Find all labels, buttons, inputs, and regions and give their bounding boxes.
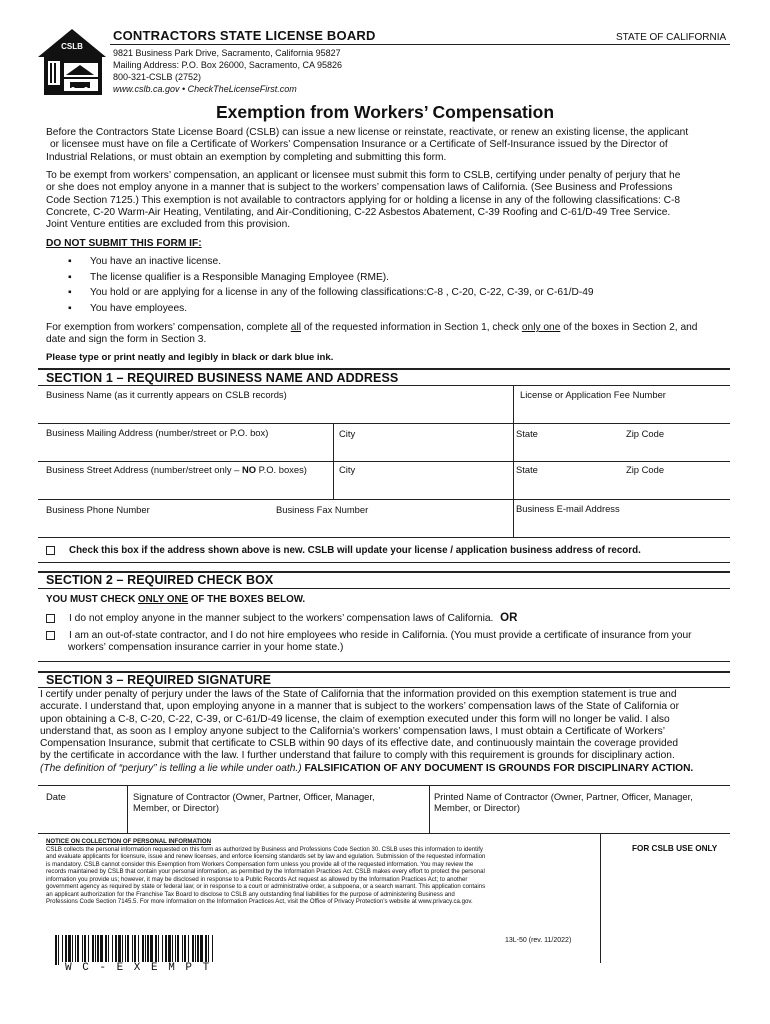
address-line-2: Mailing Address: P.O. Box 26000, Sacramento, CA 95826 [113, 60, 342, 70]
intro-paragraph-2 [46, 170, 746, 231]
barcode-bar [147, 935, 149, 965]
street-zip-field[interactable]: Zip Code [626, 464, 665, 475]
barcode-bar [175, 935, 176, 965]
barcode-bar [155, 935, 157, 965]
bullet-item [68, 256, 221, 267]
barcode-bar [200, 935, 203, 965]
barcode-bar [205, 935, 207, 965]
divider [513, 423, 514, 461]
section3-head-rule [38, 687, 730, 688]
street-no: NO [241, 464, 256, 475]
notice-line: and evaluate applicants for licensure, issue and renew licenses, and enforce licensing standards set by law and egulation. Submission of the requested information [46, 853, 486, 860]
web-line[interactable]: www.cslb.ca.gov • CheckTheLicenseFirst.com [113, 84, 297, 94]
address-new-checkbox-row[interactable] [46, 545, 641, 556]
perjury-definition: (The definition of “perjury” is telling a lie while under oath.) [40, 762, 302, 774]
cslb-logo [36, 27, 108, 97]
option2-checkbox[interactable] [46, 631, 55, 640]
barcode-bar [168, 935, 171, 965]
street-state-field[interactable]: State [516, 464, 538, 475]
intro-p1-line: or licensee must have on file a Certificate of Workers’ Compensation Insurance or a Certificate of Self-Insurance issued by the Director of [50, 139, 668, 151]
intro-paragraph-3 [46, 322, 746, 347]
barcode-bar [88, 935, 89, 965]
intro-p1-line: Before the Contractors State License Board (CSLB) can issue a new license or reinstate, reactivate, or renew an existing license, the applicant [46, 127, 689, 138]
barcode-bar [100, 935, 103, 965]
barcode-bar [150, 935, 153, 965]
bullet-item [68, 287, 594, 298]
row-rule [38, 661, 730, 662]
date-field[interactable]: Date [46, 791, 66, 802]
intro-p1-line: Industrial Relations, or must obtain an exemption by completing and submitting this form. [46, 151, 447, 163]
barcode-bar [158, 935, 159, 965]
barcode-bar [55, 935, 57, 965]
option1-label: I do not employ anyone in the manner subject to the workers’ compensation laws of California. [69, 613, 494, 624]
address-new-checkbox-label: Check this box if the address shown above is new. CSLB will update your license / application business address of record. [69, 545, 641, 556]
bullet-item [68, 303, 187, 314]
barcode-bar [212, 935, 213, 965]
barcode-bar [82, 935, 83, 965]
mailing-zip-field[interactable]: Zip Code [626, 428, 665, 439]
section2-instruction [46, 594, 305, 605]
bullet-icon: ▪ [68, 272, 72, 283]
intro-p3-all: all [290, 322, 301, 333]
barcode-bar [165, 935, 167, 965]
cert-line: understand that, as soon as I employ anyone subject to the California’s workers’ compensation laws, I must obtain a Certificate of Workers’ [40, 725, 665, 737]
state-label: STATE OF CALIFORNIA [616, 32, 727, 43]
intro-p2-line: Concrete, C-20 Warm-Air Heating, Ventilating, and Air-Conditioning, C-22 Asbestos Abatement, C-39 Roofing and C-61/D-49 Tree Service. [46, 206, 671, 218]
phone-line: 800-321-CSLB (2752) [113, 72, 202, 82]
street-address-field[interactable] [46, 464, 307, 475]
bullet-icon: ▪ [68, 303, 72, 314]
notice-line: CSLB collects the personal information requested on this form as authorized by Business and Professions Code Section 30. CSLB uses this information to identify [46, 845, 483, 853]
section3-heading: SECTION 3 – REQUIRED SIGNATURE [46, 673, 272, 687]
cert-line: upon obtaining a C-8, C-20, C-22, C-39, or C-61/D-49 license, the claim of exemption executed under this form will no longer be valid. I also [40, 713, 670, 725]
row-rule [38, 461, 730, 462]
instr-text: OF THE BOXES BELOW. [188, 594, 306, 605]
option2-row[interactable] [46, 630, 746, 655]
intro-p3-text: For exemption from workers’ compensation, complete [46, 322, 291, 333]
print-note: Please type or print neatly and legibly in black or dark blue ink. [46, 352, 334, 363]
barcode-bar [192, 935, 194, 965]
bullet-text: The license qualifier is a Responsible Managing Employee (RME). [90, 272, 389, 283]
bullet-text: You hold or are applying for a license in any of the following classifications:C-8 , C-20, C-22, C-39, or C-61/D-49 [90, 287, 594, 298]
cert-last-line [40, 763, 740, 775]
mailing-address-field[interactable]: Business Mailing Address (number/street or P.O. box) [46, 427, 269, 438]
barcode-bar [145, 935, 146, 965]
barcode-bar [188, 935, 189, 965]
printed-name-label: Member, or Director) [434, 802, 520, 813]
intro-p3-line2: date and sign the form in Section 3. [46, 334, 207, 346]
row-rule [38, 562, 730, 563]
barcode-bar [105, 935, 107, 965]
divider [513, 461, 514, 499]
intro-p3-text: of the requested information in Section 1, check [301, 322, 522, 333]
barcode [55, 935, 215, 965]
mailing-state-field[interactable]: State [516, 428, 538, 439]
address-line-1: 9821 Business Park Drive, Sacramento, California 95827 [113, 48, 341, 58]
bullet-icon: ▪ [68, 287, 72, 298]
barcode-bar [208, 935, 209, 965]
falsification-warning: FALSIFICATION OF ANY DOCUMENT IS GROUNDS FOR DISCIPLINARY ACTION. [301, 762, 694, 774]
notice-block [46, 838, 596, 906]
divider [513, 385, 514, 423]
notice-line: information you provide us; however, it may be disclosed in response to a Public Records Act request as allowed by the Information Practices Act; to another [46, 875, 468, 883]
address-new-checkbox[interactable] [46, 546, 55, 555]
printed-name-field[interactable] [434, 791, 693, 813]
barcode-bar [195, 935, 196, 965]
option2-label: I am an out-of-state contractor, and I do not hire employees who reside in California. (You must provide a certificate of insurance from your [69, 630, 692, 641]
mailing-city-field[interactable]: City [339, 428, 356, 439]
row-rule [38, 785, 730, 786]
instr-only-one: ONLY ONE [138, 594, 189, 605]
barcode-bar [68, 935, 71, 965]
notice-line: an applicant authorization for the Franchise Tax Board to disclose to CSLB any outstanding final liabilities for the purpose of administering Business and [46, 890, 455, 898]
do-not-submit-heading: DO NOT SUBMIT THIS FORM IF: [46, 238, 202, 249]
bullet-icon: ▪ [68, 256, 72, 267]
section1-top-rule [38, 368, 730, 370]
barcode-bar [72, 935, 73, 965]
barcode-bar [134, 935, 136, 965]
street-label: P.O. boxes) [256, 464, 307, 475]
barcode-bar [95, 935, 96, 965]
option1-checkbox[interactable] [46, 614, 55, 623]
divider [429, 785, 430, 833]
section2-heading: SECTION 2 – REQUIRED CHECK BOX [46, 573, 274, 587]
barcode-bar [172, 935, 173, 965]
barcode-bar [197, 935, 199, 965]
section1-heading: SECTION 1 – REQUIRED BUSINESS NAME AND ADDRESS [46, 371, 399, 385]
barcode-text: W C - E X E M P T [62, 962, 214, 974]
notice-heading: NOTICE ON COLLECTION OF PERSONAL INFORMATION [46, 838, 211, 845]
barcode-bar [112, 935, 113, 965]
intro-paragraph-1 [46, 127, 746, 164]
barcode-bar [108, 935, 109, 965]
cert-line: by the certificate in accordance with the law. I further understand that failure to comply with this requirement is grounds for disciplinary action. [40, 750, 675, 762]
barcode-bar [75, 935, 76, 965]
barcode-bar [62, 935, 63, 965]
divider [127, 785, 128, 833]
intro-p2-line: Joint Venture entities are excluded from this provision. [46, 219, 291, 231]
notice-line: Professions Code Section 7145.5. For more information on the Information Practices Act, visit the Office of Privacy Protection’s website at www.privacy.ca.gov. [46, 898, 473, 905]
barcode-bars [55, 935, 215, 965]
notice-line: is mandatory. CSLB cannot consider this Exemption from Workers Compensation form unless you provide all of the requested information. You may review the [46, 860, 474, 868]
barcode-bar [132, 935, 133, 965]
barcode-bar [122, 935, 123, 965]
notice-line: records maintained by CSLB that contain your personal information, as permitted by the Information Practices Act. CSLB makes every effort to protect the personal [46, 868, 485, 875]
signature-label: Member, or Director) [133, 802, 219, 813]
barcode-bar [162, 935, 163, 965]
fax-field[interactable]: Business Fax Number [276, 504, 369, 515]
section2-head-rule [38, 588, 730, 589]
barcode-bar [65, 935, 67, 965]
barcode-bar [177, 935, 179, 965]
certification-text [40, 689, 740, 775]
divider [513, 499, 514, 537]
barcode-bar [184, 935, 186, 965]
divider [333, 423, 334, 461]
cert-line: I certify under penalty of perjury under the laws of the State of California that the information provided on this exemption statement is true and [40, 689, 677, 700]
bullet-text: You have an inactive license. [90, 256, 222, 267]
intro-p2-line: or she does not employ anyone in a manner that is subject to the workers’ compensation laws of California. (See Business and Professions [46, 182, 673, 194]
cert-line: Compensation Insurance, submit that certificate to CSLB within 90 days of its effective date, and continuously maintain the coverage provided [40, 738, 679, 750]
row-rule [38, 537, 730, 538]
or-label: OR [500, 612, 518, 624]
barcode-bar [92, 935, 94, 965]
signature-label: Signature of Contractor (Owner, Partner, Officer, Manager, [133, 791, 375, 802]
header-rule [110, 44, 730, 45]
divider [333, 461, 334, 499]
form-number: 13L-50 (rev. 11/2022) [505, 937, 572, 944]
cert-line: accurate. I understand that, upon employing anyone in a manner that is subject to the workers’ compensation laws of the State of California or [40, 701, 679, 713]
barcode-bar [118, 935, 121, 965]
barcode-bar [127, 935, 129, 965]
street-city-field[interactable]: City [339, 464, 356, 475]
row-rule [38, 423, 730, 424]
printed-name-label: Printed Name of Contractor (Owner, Partner, Officer, Manager, [434, 791, 693, 802]
row-rule [38, 499, 730, 500]
agency-name: CONTRACTORS STATE LICENSE BOARD [113, 28, 376, 43]
cslb-use-only: FOR CSLB USE ONLY [632, 844, 718, 853]
row-rule [38, 833, 730, 834]
license-number-field[interactable]: License or Application Fee Number [520, 389, 666, 400]
divider [600, 833, 601, 963]
barcode-bar [182, 935, 183, 965]
phone-field[interactable]: Business Phone Number [46, 504, 150, 515]
option1-row[interactable] [46, 612, 517, 625]
bullet-item [68, 272, 389, 283]
email-field[interactable]: Business E-mail Address [516, 503, 620, 514]
street-label: Business Street Address (number/street only – [46, 464, 242, 475]
barcode-bar [125, 935, 126, 965]
barcode-bar [142, 935, 144, 965]
option2-label-line2: workers’ compensation insurance carrier in your home state.) [68, 642, 344, 654]
section1-head-rule [38, 385, 730, 386]
barcode-bar [97, 935, 99, 965]
intro-p2-line: Code Section 7125.) This exemption is not available to contractors applying for or holding a license in any of the following classifications: C-8 [46, 194, 681, 206]
instr-text: YOU MUST CHECK [46, 594, 138, 605]
bullet-text: You have employees. [90, 303, 188, 314]
barcode-bar [138, 935, 139, 965]
business-name-field[interactable]: Business Name (as it currently appears on CSLB records) [46, 389, 287, 400]
barcode-bar [77, 935, 79, 965]
barcode-bar [58, 935, 59, 965]
svg-text:CSLB: CSLB [61, 42, 83, 51]
intro-p3-text: of the boxes in Section 2, and [560, 322, 698, 333]
page-title: Exemption from Workers’ Compensation [215, 102, 555, 122]
barcode-bar [115, 935, 117, 965]
signature-field[interactable] [133, 791, 375, 813]
notice-line: government agency as required by state or federal law; or in response to a court or administrative order, a subpoena, or a search warrant. This application contains [46, 883, 486, 890]
intro-p3-only-one: only one [521, 322, 561, 333]
barcode-bar [84, 935, 86, 965]
intro-p2-line: To be exempt from workers’ compensation, an applicant or licensee must submit this form to CSLB, certifying under penalty of perjury that he [46, 170, 681, 181]
